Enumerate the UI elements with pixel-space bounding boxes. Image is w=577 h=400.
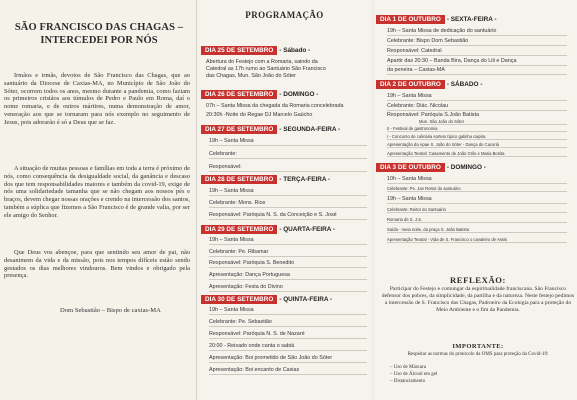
program-heading: PROGRAMAÇÃO: [245, 10, 324, 20]
schedule-line: 19h – Santa Missa: [387, 196, 567, 204]
schedule-line: Abertura do Festejo com a Romaria, saindo da: [206, 59, 318, 65]
day-header-sep25: [201, 46, 310, 55]
schedule-line: Apresentação: Dança Portuguesa: [209, 272, 367, 280]
right-column: [373, 0, 577, 400]
date-tag: DIA 3 DE OUTUBRO: [376, 163, 445, 172]
schedule-line: Celebrante: Diác. Nicolau: [387, 103, 567, 111]
date-tag: DIA 26 DE SETEMBRO: [201, 90, 277, 99]
importante-line: – Uso de Máscara: [390, 365, 426, 370]
day-header-oct3: [376, 163, 486, 172]
schedule-line: Apresentação: Festa do Divino: [209, 284, 367, 292]
paragraph-2: A situação de muitas pessoas e famílias em toda a terra é próximo de nós, como consequência da desigualdade social, da ganância e descaso dos que tem responsabilidades maiores e também da covid-19, exige de nós uma solidariedade tamanha que se não chegam aos nossos pés e braços, devem chegar nossas orações e crendo na intercessão dos santos, também a súplica que fizemos a São Francisco é de grande valia, por ser ele amigo do Senhor.: [4, 165, 190, 219]
paragraph-1: Irmãos e irmãs, devotos de São Francisco das Chagas, que ao santuário da Diocese de Caxias-MA, no Município de São João do Sóter, ocorrem todos os anos, mesmo durante a pandemia, como faziam os primeiros cristãos aos túmulos de Pedro e Paulo em Roma, daí o nome romaria, e de outros mártires, numa demonstração de amor, veneração aos que se tornaram para nós exemplo no seguimento de Jesus, pois adorarão é só a Deus que se faz.: [4, 72, 190, 126]
schedule-line: Apartir das 20:30 – Banda Bira, Dança do Lili e Dança: [387, 58, 567, 66]
schedule-line: Romaria de S. J.S.: [387, 217, 567, 223]
date-tag: DIA 1 DE OUTUBRO: [376, 15, 445, 24]
schedule-line: Responsável: Paróquia S.João Batista: [387, 112, 479, 118]
day-header-oct1: [376, 15, 497, 24]
weekday-label: - DOMINGO -: [279, 91, 319, 98]
schedule-line: Apresentação da Apae S. João do Sóter - Dança do Cacuriá: [387, 142, 567, 148]
date-tag: DIA 2 DE OUTUBRO: [376, 80, 445, 89]
schedule-line: Celebrante: Pe. Ribamar: [209, 249, 367, 257]
weekday-label: - QUINTA-FEIRA -: [279, 296, 333, 303]
schedule-line: II - Festival de gastronomia: [387, 126, 567, 132]
weekday-label: - QUARTA-FEIRA -: [279, 226, 336, 233]
day-header-sep26: [201, 90, 318, 99]
schedule-line: Celebrante: Pe. Sebastião: [209, 319, 367, 327]
schedule-line: Apresentação: Boi prometido de São João do Sóter: [209, 355, 367, 363]
schedule-line: das Chagas, Mun. São João do Sóter: [206, 73, 296, 79]
weekday-label: - SÁBADO -: [446, 81, 483, 88]
day-header-sep29: [201, 225, 335, 234]
weekday-label: - SEXTA-FEIRA -: [446, 16, 497, 23]
weekday-label: - DOMINGO -: [446, 164, 486, 171]
reflexao-heading: REFLEXÃO:: [449, 275, 506, 285]
schedule-line: 19h – Santa Missa: [387, 93, 567, 101]
signature: Dom Sebastião – Bispo de caxias-MA: [60, 307, 161, 314]
schedule-line: I - Concurso de culinária sorteio típico galinha caipira: [387, 134, 567, 140]
schedule-line: 10h – Santa Missa: [387, 176, 567, 184]
importante-line: – Distanciamento: [390, 379, 426, 384]
schedule-line: Responsável: Catedral: [387, 48, 567, 56]
page-title: SÃO FRANCISCO DAS CHAGAS – INTERCEDEI POR NÓS: [14, 22, 184, 46]
schedule-line: Responsável: Paróquia N. S. de Nazaré: [209, 331, 367, 339]
schedule-line: Responsável: Paróquia S. Benedito: [209, 260, 367, 268]
importante-line: – Uso de Álcool em gel: [390, 372, 438, 377]
schedule-line: Apresentação Teatral: Casamento de João Grilo e Maria Bonita: [387, 151, 567, 157]
schedule-line: Mun. São João do Sóter: [419, 119, 567, 125]
day-header-sep28: [201, 175, 330, 184]
schedule-line: Celebrante: Pe. Jan Reitor do santuário: [387, 186, 567, 192]
importante-line: Respeitar as normas do protocolo da OMS para proteção da Covid-19:: [407, 352, 549, 357]
schedule-line: 07h – Santa Missa da chegada da Romaria concelebrada: [206, 103, 344, 109]
middle-column: [197, 0, 372, 400]
weekday-label: - TERÇA-FEIRA -: [279, 176, 331, 183]
schedule-line: Catedral as 17h rumo ao Santuário São Francisco: [206, 66, 326, 72]
schedule-line: Celebrante: Bispo Dom Sebastião: [387, 38, 567, 46]
paragraph-3: Que Deus vos abençoe, para que sentindo seu amor de pai, não desanimem da vida e da missão, pois nos tempos difíceis estão sendo gestados os dias melhores vindouros. Bem vindos e obrigado pela presença.: [4, 249, 190, 280]
schedule-line: Apresentação Teatral - Vida de S. Francisco o cavaleiro de Assis: [387, 237, 567, 243]
schedule-line: da peneira – Caxias-MA: [387, 67, 567, 75]
schedule-line: 19h – Santa Missa: [209, 307, 367, 315]
schedule-line: Celebrante: Reitor do Santuário: [387, 207, 567, 213]
schedule-line: Celebrante: Mons. Rios: [209, 200, 367, 208]
day-header-sep27: [201, 125, 340, 134]
date-tag: DIA 30 DE SETEMBRO: [201, 295, 277, 304]
schedule-line: 20:30h -Noite do Regae DJ Marcelo Gaúcho: [206, 112, 313, 118]
date-tag: DIA 25 DE SETEMBRO: [201, 46, 277, 55]
schedule-line: Responsável:: [209, 164, 367, 172]
schedule-line: Apresentação: Boi encanto de Caxias: [209, 367, 367, 375]
weekday-label: - Sábado -: [279, 47, 311, 54]
schedule-line: Saída - meia noite, da praça S. João Batista: [387, 227, 567, 233]
reflexao-text: Participar do Festejo e comungar da espiritualidade franciscana. São Francisco defensor dos pobres, da simplicidade, da partilha e da natureza. Neste festejo pedimos a intercessão de S. Francisco das Chagas, Padroeiro da Ecologia para a proteção do Meio Ambiente e o fim da Pandemia.: [381, 286, 575, 313]
schedule-line: 20:00 - Reisado onde canta o sabiá: [209, 343, 367, 351]
day-header-sep30: [201, 295, 332, 304]
schedule-line: Celebrante:: [209, 151, 367, 159]
day-header-oct2: [376, 80, 482, 89]
schedule-line: Responsável: Paróquia N. S. da Conceição e S. José: [209, 212, 367, 220]
schedule-line: 19h – Santa Missa de dedicação do santuário: [387, 28, 567, 36]
date-tag: DIA 27 DE SETEMBRO: [201, 125, 277, 134]
schedule-line: 19h – Santa Missa: [209, 188, 367, 196]
page-fold: [372, 0, 374, 400]
date-tag: DIA 29 DE SETEMBRO: [201, 225, 277, 234]
schedule-line: 19h – Santa Missa: [209, 138, 367, 146]
schedule-line: 19h – Santa Missa: [209, 237, 367, 245]
date-tag: DIA 28 DE SETEMBRO: [201, 175, 277, 184]
importante-heading: IMPORTANTE:: [452, 343, 504, 350]
weekday-label: - SEGUNDA-FEIRA -: [279, 126, 341, 133]
page-fold: [196, 0, 198, 400]
